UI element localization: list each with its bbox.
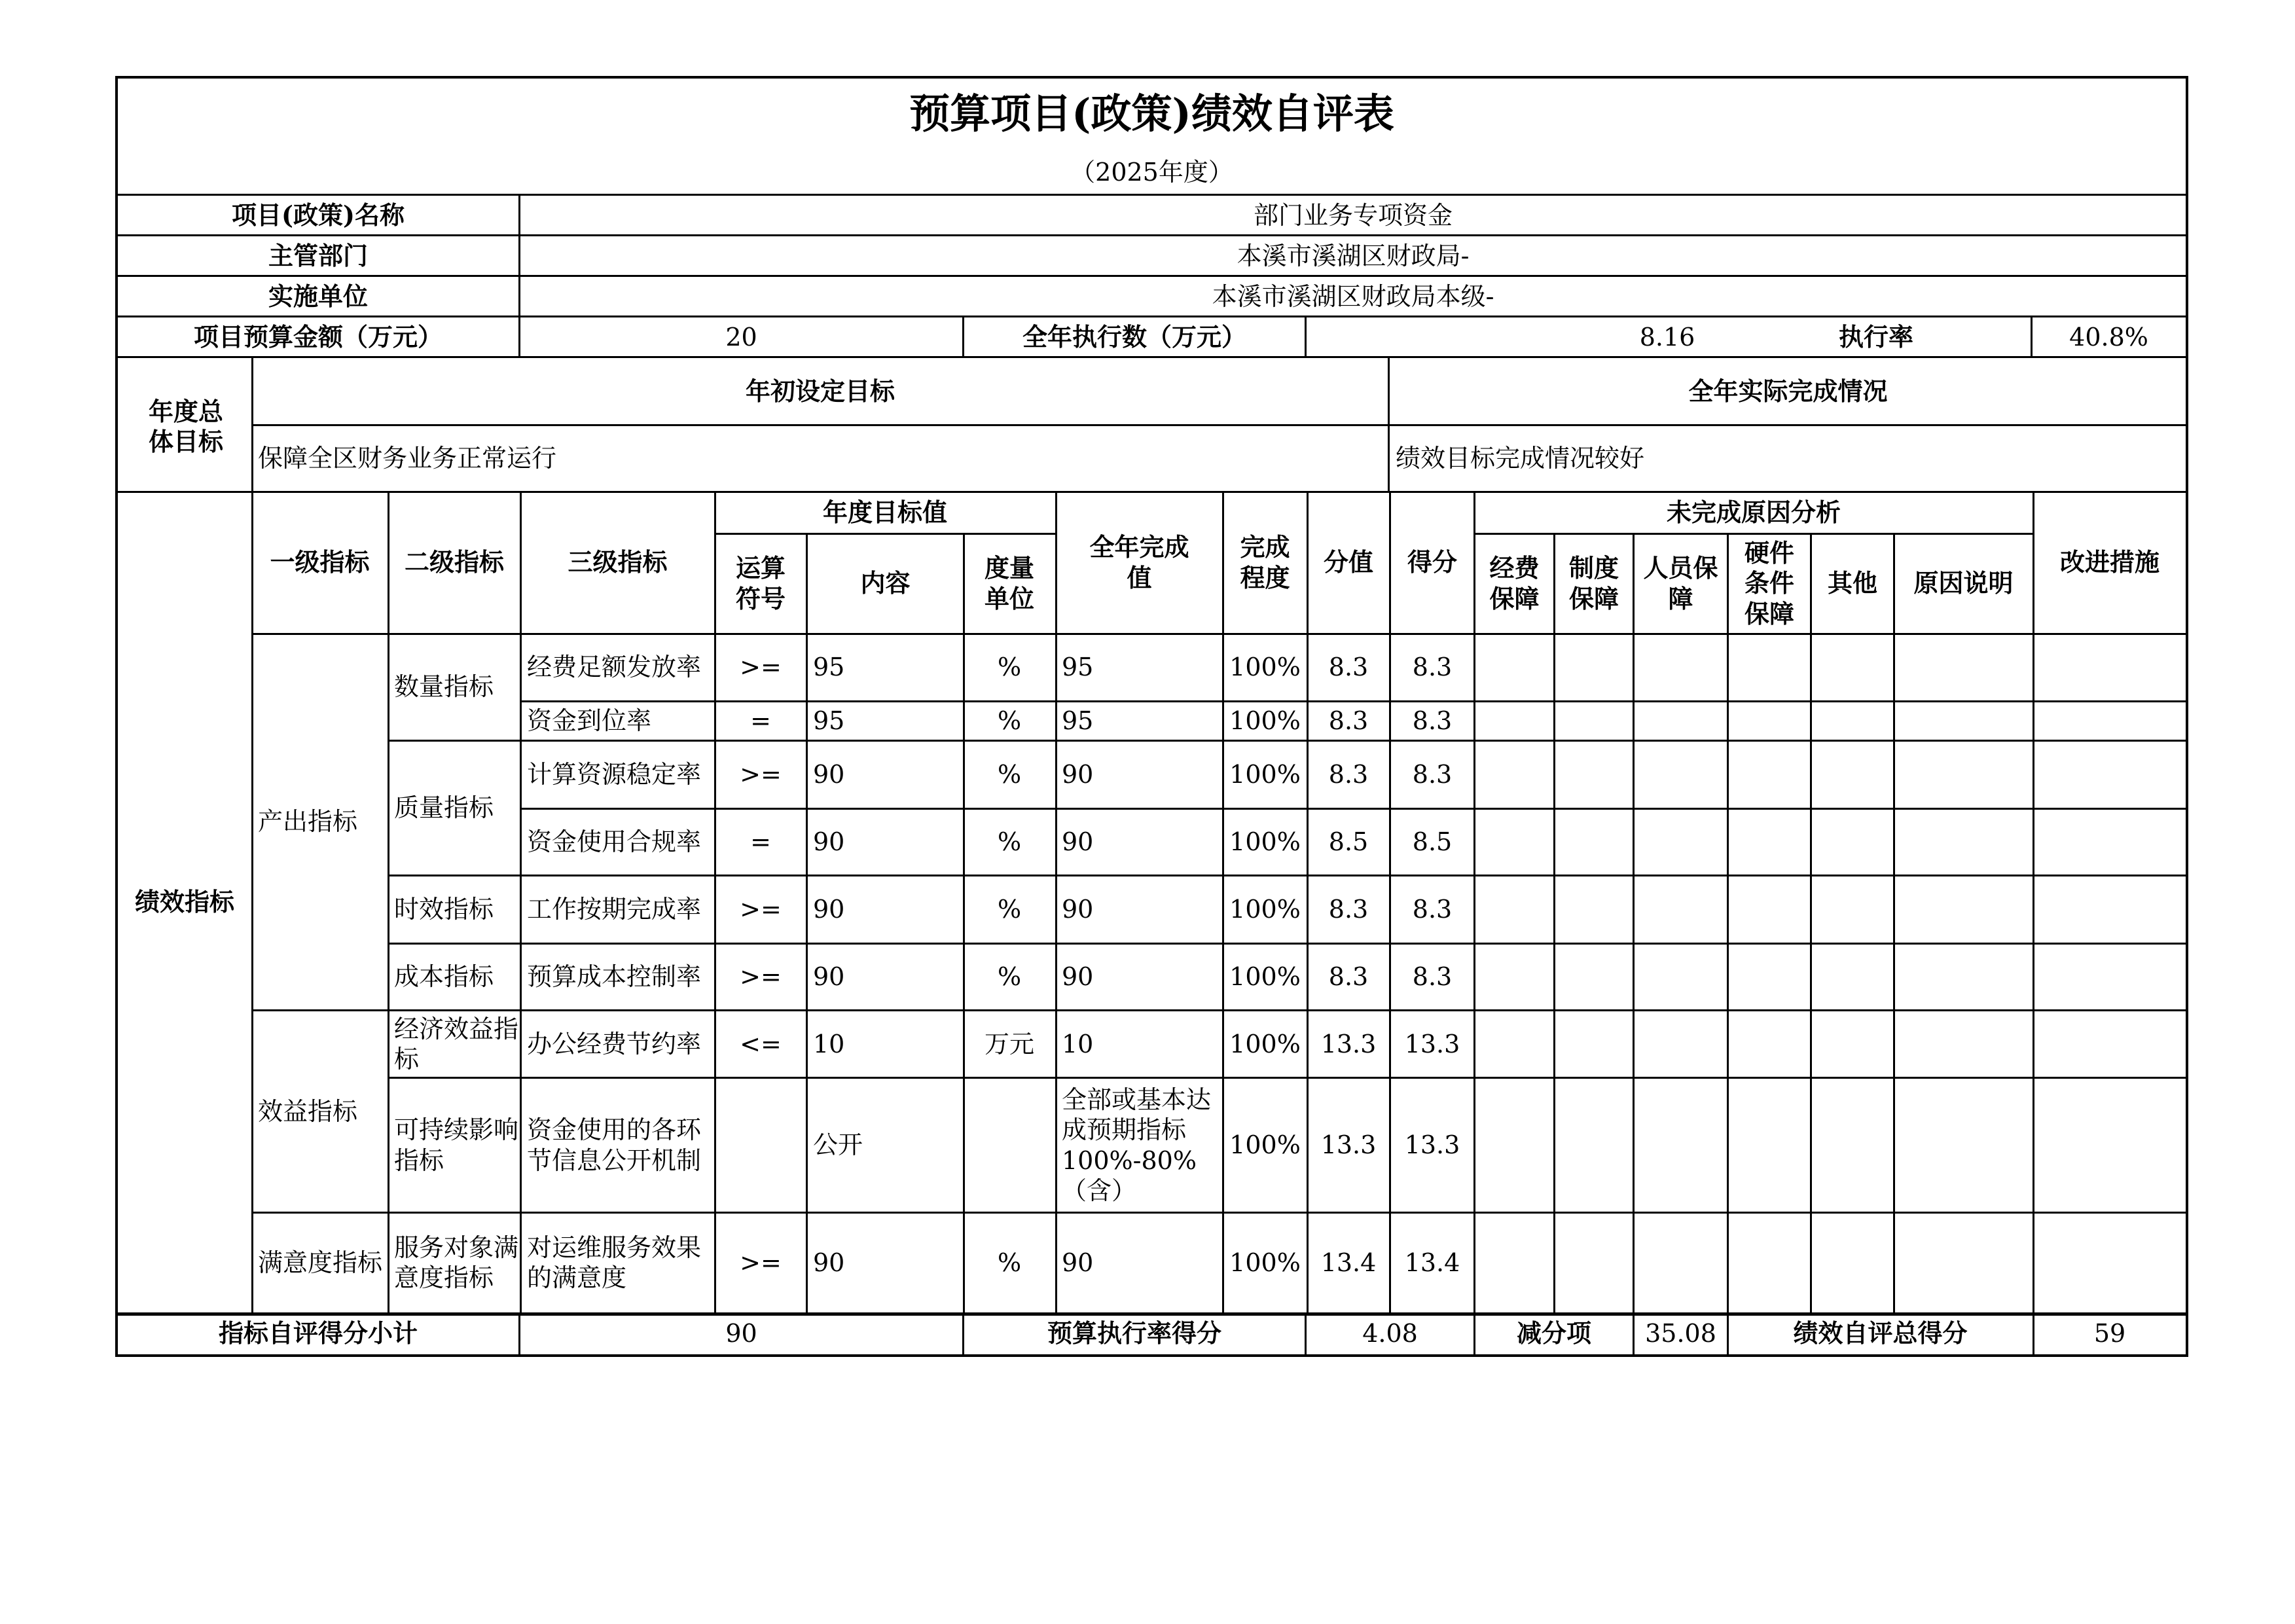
score-value: 8.3 [1328,760,1369,789]
header-score-value: 分值 [1323,547,1373,577]
completion-degree: 100% [1229,895,1301,924]
year-subtitle: （2025年度） [1070,157,1233,187]
grid-line [518,1312,520,1354]
grid-line [963,533,965,1312]
grid-line [115,356,2188,358]
total-value: 59 [2093,1318,2126,1348]
grid-line [806,533,808,1312]
score-value: 8.3 [1328,653,1369,682]
grid-line [1055,491,1057,1312]
empty-cell [1812,944,1893,1009]
rate-label: 执行率 [1838,321,1913,352]
empty-cell [1475,876,1553,943]
empty-cell [1729,1079,1810,1212]
project-name-value: 部门业务专项资金 [1253,200,1453,230]
empty-cell [1729,742,1810,808]
target-content: 95 [813,706,845,735]
empty-cell [2034,1011,2186,1077]
header-degree: 完成程度 [1240,532,1290,592]
budget-score-label: 预算执行率得分 [1047,1318,1221,1348]
empty-cell [1555,1214,1633,1312]
empty-cell [1635,742,1727,808]
header-target-group: 年度目标值 [822,497,947,527]
level2-sustainable: 可持续影响指标 [394,1115,519,1175]
empty-cell [1555,1079,1633,1212]
empty-cell [2034,809,2186,875]
header-reason-group: 未完成原因分析 [1666,497,1841,527]
measure-unit: % [997,895,1022,924]
empty-cell [1475,634,1553,700]
score: 8.5 [1412,827,1453,856]
target-content: 公开 [813,1130,863,1160]
goal-actual-text: 绩效目标完成情况较好 [1396,443,1645,473]
unit-label: 实施单位 [268,281,368,311]
completion-degree: 100% [1229,653,1301,682]
level3-indicator: 预算成本控制率 [527,962,702,991]
empty-cell [2034,876,2186,943]
grid-line [388,1077,2188,1079]
grid-line [1727,1312,1729,1354]
score-value: 13.3 [1320,1130,1377,1160]
completion-degree: 100% [1229,827,1301,856]
score: 8.3 [1412,706,1453,735]
grid-line [520,700,2188,702]
budget-value: 20 [725,322,757,352]
level2-cost: 成本指标 [394,962,494,991]
grid-line [251,1212,2188,1214]
level3-indicator: 计算资源稳定率 [527,760,702,789]
score-value: 8.5 [1328,827,1369,856]
empty-cell [1635,702,1727,740]
header-op: 运算符号 [735,553,786,613]
grid-line [1553,533,1555,1312]
grid-line [1633,1312,1635,1354]
empty-cell [1475,1011,1553,1077]
measure-unit: % [997,653,1022,682]
grid-line [2033,491,2034,1312]
actual-value: 10 [1062,1029,1094,1058]
target-content: 90 [813,895,845,924]
grid-line [1389,491,1391,1312]
target-content: 90 [813,1248,845,1277]
grid-line [714,491,716,1312]
empty-cell [1895,1214,2032,1312]
level3-indicator: 对运维服务效果的满意度 [527,1233,702,1292]
annual-goal-label: 年度总体目标 [148,396,223,456]
grid-line [388,740,2188,742]
grid-line [115,1312,2188,1316]
indicators-label: 绩效指标 [134,886,234,916]
empty-cell [1475,742,1553,808]
measure-unit: % [997,760,1022,789]
empty-cell [1635,1079,1727,1212]
empty-cell [1475,1079,1553,1212]
empty-cell [1895,944,2032,1009]
subtotal-label: 指标自评得分小计 [218,1318,418,1348]
budget-label: 项目预算金额（万元） [193,321,443,352]
grid-line [251,424,2188,426]
empty-cell [1812,809,1893,875]
operator: >= [740,1248,782,1277]
completion-degree: 100% [1229,760,1301,789]
empty-cell [1635,1214,1727,1312]
project-name-label: 项目(政策)名称 [232,200,405,230]
empty-cell [2034,702,2186,740]
empty-cell [1635,944,1727,1009]
target-content: 90 [813,962,845,991]
header-reason-funding: 经费保障 [1489,553,1540,613]
grid-line [1307,491,1309,1312]
score: 8.3 [1412,653,1453,682]
grid-line [1222,491,1224,1312]
grid-line [520,808,2188,810]
header-reason-note: 原因说明 [1913,568,2014,598]
grid-line [1633,533,1635,1312]
completion-degree: 100% [1229,1130,1301,1160]
empty-cell [1635,876,1727,943]
grid-line [388,943,2188,945]
empty-cell [1729,944,1810,1009]
empty-cell [1635,1011,1727,1077]
empty-cell [1555,742,1633,808]
executed-label: 全年执行数（万元） [1022,321,1246,352]
empty-cell [1475,702,1553,740]
grid-line [388,875,2188,876]
score-value: 8.3 [1328,962,1369,991]
level2-timeliness: 时效指标 [394,894,494,924]
measure-unit [964,1079,1055,1212]
score: 8.3 [1412,895,1453,924]
level2-quality: 质量指标 [394,793,494,823]
score: 8.3 [1412,962,1453,991]
grid-line [1388,356,1390,491]
operator: >= [740,895,782,924]
level1-satisfaction: 满意度指标 [258,1248,383,1277]
operator: >= [740,962,782,991]
empty-cell [2034,1079,2186,1212]
operator: <= [740,1029,782,1058]
actual-value: 90 [1062,1248,1094,1277]
grid-line [1810,533,1812,1312]
empty-cell [1895,634,2032,700]
grid-line [115,316,2188,317]
empty-cell [1812,876,1893,943]
goal-actual-header: 全年实际完成情况 [1688,376,1888,406]
grid-line [518,194,520,356]
department-value: 本溪市溪湖区财政局- [1237,241,1470,270]
header-score: 得分 [1407,547,1457,577]
level3-indicator: 资金到位率 [527,706,652,735]
empty-cell [1895,876,2032,943]
empty-cell [1555,1011,1633,1077]
empty-cell [1812,702,1893,740]
score-value: 8.3 [1328,895,1369,924]
empty-cell [1729,1011,1810,1077]
grid-line [962,316,964,356]
score: 8.3 [1412,760,1453,789]
operator: = [750,827,771,856]
empty-cell [1475,1214,1553,1312]
actual-value: 90 [1062,827,1094,856]
header-level1: 一级指标 [270,547,370,577]
grid-line [1305,1312,1307,1354]
actual-value: 90 [1062,962,1094,991]
grid-line [2033,1312,2034,1354]
empty-cell [2034,1214,2186,1312]
score-value: 13.4 [1320,1248,1377,1277]
total-label: 绩效自评总得分 [1793,1318,1968,1348]
empty-cell [2034,742,2186,808]
grid-line [115,275,2188,277]
grid-line [388,491,389,1312]
grid-line [115,491,2188,493]
operator: >= [740,760,782,789]
rate-value: 40.8% [2069,322,2148,352]
page-title: 预算项目(政策)绩效自评表 [909,90,1394,138]
empty-cell [1729,809,1810,875]
grid-line [115,194,2188,196]
empty-cell [1895,742,2032,808]
unit-value: 本溪市溪湖区财政局本级- [1212,281,1494,311]
deduct-value: 35.08 [1645,1318,1716,1348]
measure-unit: % [997,827,1022,856]
level3-indicator: 办公经费节约率 [527,1029,702,1058]
level3-indicator: 资金使用的各环节信息公开机制 [527,1115,702,1175]
score-value: 13.3 [1320,1029,1377,1058]
empty-cell [1895,1011,2032,1077]
level1-benefit: 效益指标 [258,1096,358,1126]
level2-economic: 经济效益指标 [394,1014,519,1074]
empty-cell [2034,634,2186,700]
empty-cell [1812,742,1893,808]
target-content: 95 [813,653,845,682]
grid-line [1474,533,2033,535]
grid-line [520,491,522,1312]
operator: = [750,706,771,735]
empty-cell [1895,809,2032,875]
target-content: 90 [813,760,845,789]
empty-cell [1729,876,1810,943]
budget-score-value: 4.08 [1362,1318,1418,1348]
empty-cell [1812,1214,1893,1312]
empty-cell [1812,1079,1893,1212]
deduct-label: 减分项 [1516,1318,1591,1348]
measure-unit: % [997,1248,1022,1277]
empty-cell [1729,1214,1810,1312]
actual-value: 95 [1062,653,1094,682]
empty-cell [1635,634,1727,700]
executed-value: 8.16 [1639,322,1695,352]
measure-unit: 万元 [984,1029,1034,1058]
level1-output: 产出指标 [258,807,358,837]
actual-value: 90 [1062,895,1094,924]
target-content: 90 [813,827,845,856]
grid-line [714,533,1056,535]
header-level2: 二级指标 [404,547,504,577]
operator: >= [740,653,782,682]
completion-degree: 100% [1229,1248,1301,1277]
header-level3: 三级指标 [568,547,668,577]
department-label: 主管部门 [268,240,368,270]
grid-line [2031,316,2033,356]
grid-line [115,234,2188,236]
empty-cell [1895,1079,2032,1212]
grid-line [1727,533,1729,1312]
empty-cell [1555,634,1633,700]
header-actual: 全年完成值 [1089,532,1189,592]
subtotal-value: 90 [725,1318,757,1348]
header-reason-system: 制度保障 [1568,553,1619,613]
empty-cell [1635,809,1727,875]
score-value: 8.3 [1328,706,1369,735]
header-content: 内容 [860,568,911,598]
header-reason-hardware: 硬件条件保障 [1744,537,1794,628]
empty-cell [1729,634,1810,700]
header-reason-other: 其他 [1827,568,1877,598]
level2-service-satisfaction: 服务对象满意度指标 [394,1233,519,1292]
empty-cell [1729,702,1810,740]
grid-line [251,356,253,1312]
empty-cell [1475,809,1553,875]
grid-line [1305,316,1307,356]
goal-set-text: 保障全区财务业务正常运行 [258,443,557,473]
header-improve: 改进措施 [2059,547,2159,577]
empty-cell [1812,1011,1893,1077]
header-unit: 度量单位 [984,553,1034,613]
actual-value: 90 [1062,760,1094,789]
grid-line [251,633,2188,635]
header-reason-staff: 人员保障 [1643,553,1718,613]
level2-quantity: 数量指标 [394,672,494,702]
empty-cell [2034,944,2186,1009]
empty-cell [1555,702,1633,740]
grid-line [1473,1312,1475,1354]
score: 13.3 [1404,1029,1460,1058]
score: 13.4 [1404,1248,1460,1277]
empty-cell [1555,944,1633,1009]
measure-unit: % [997,962,1022,991]
empty-cell [1475,944,1553,1009]
empty-cell [1812,634,1893,700]
grid-line [962,1312,964,1354]
completion-degree: 100% [1229,1029,1301,1058]
level3-indicator: 经费足额发放率 [527,653,702,682]
completion-degree: 100% [1229,962,1301,991]
measure-unit: % [997,706,1022,735]
operator [715,1079,806,1212]
level3-indicator: 资金使用合规率 [527,827,702,856]
empty-cell [1555,876,1633,943]
actual-value: 95 [1062,706,1094,735]
empty-cell [1555,809,1633,875]
actual-value: 全部或基本达成预期指标100%-80%（含） [1062,1085,1212,1205]
grid-line [251,1009,2188,1011]
completion-degree: 100% [1229,706,1301,735]
level3-indicator: 工作按期完成率 [527,895,702,924]
goal-set-header: 年初设定目标 [745,376,895,406]
grid-line [1473,491,1475,1312]
score: 13.3 [1404,1130,1460,1160]
grid-line [1893,533,1895,1312]
empty-cell [1895,702,2032,740]
target-content: 10 [813,1029,845,1058]
